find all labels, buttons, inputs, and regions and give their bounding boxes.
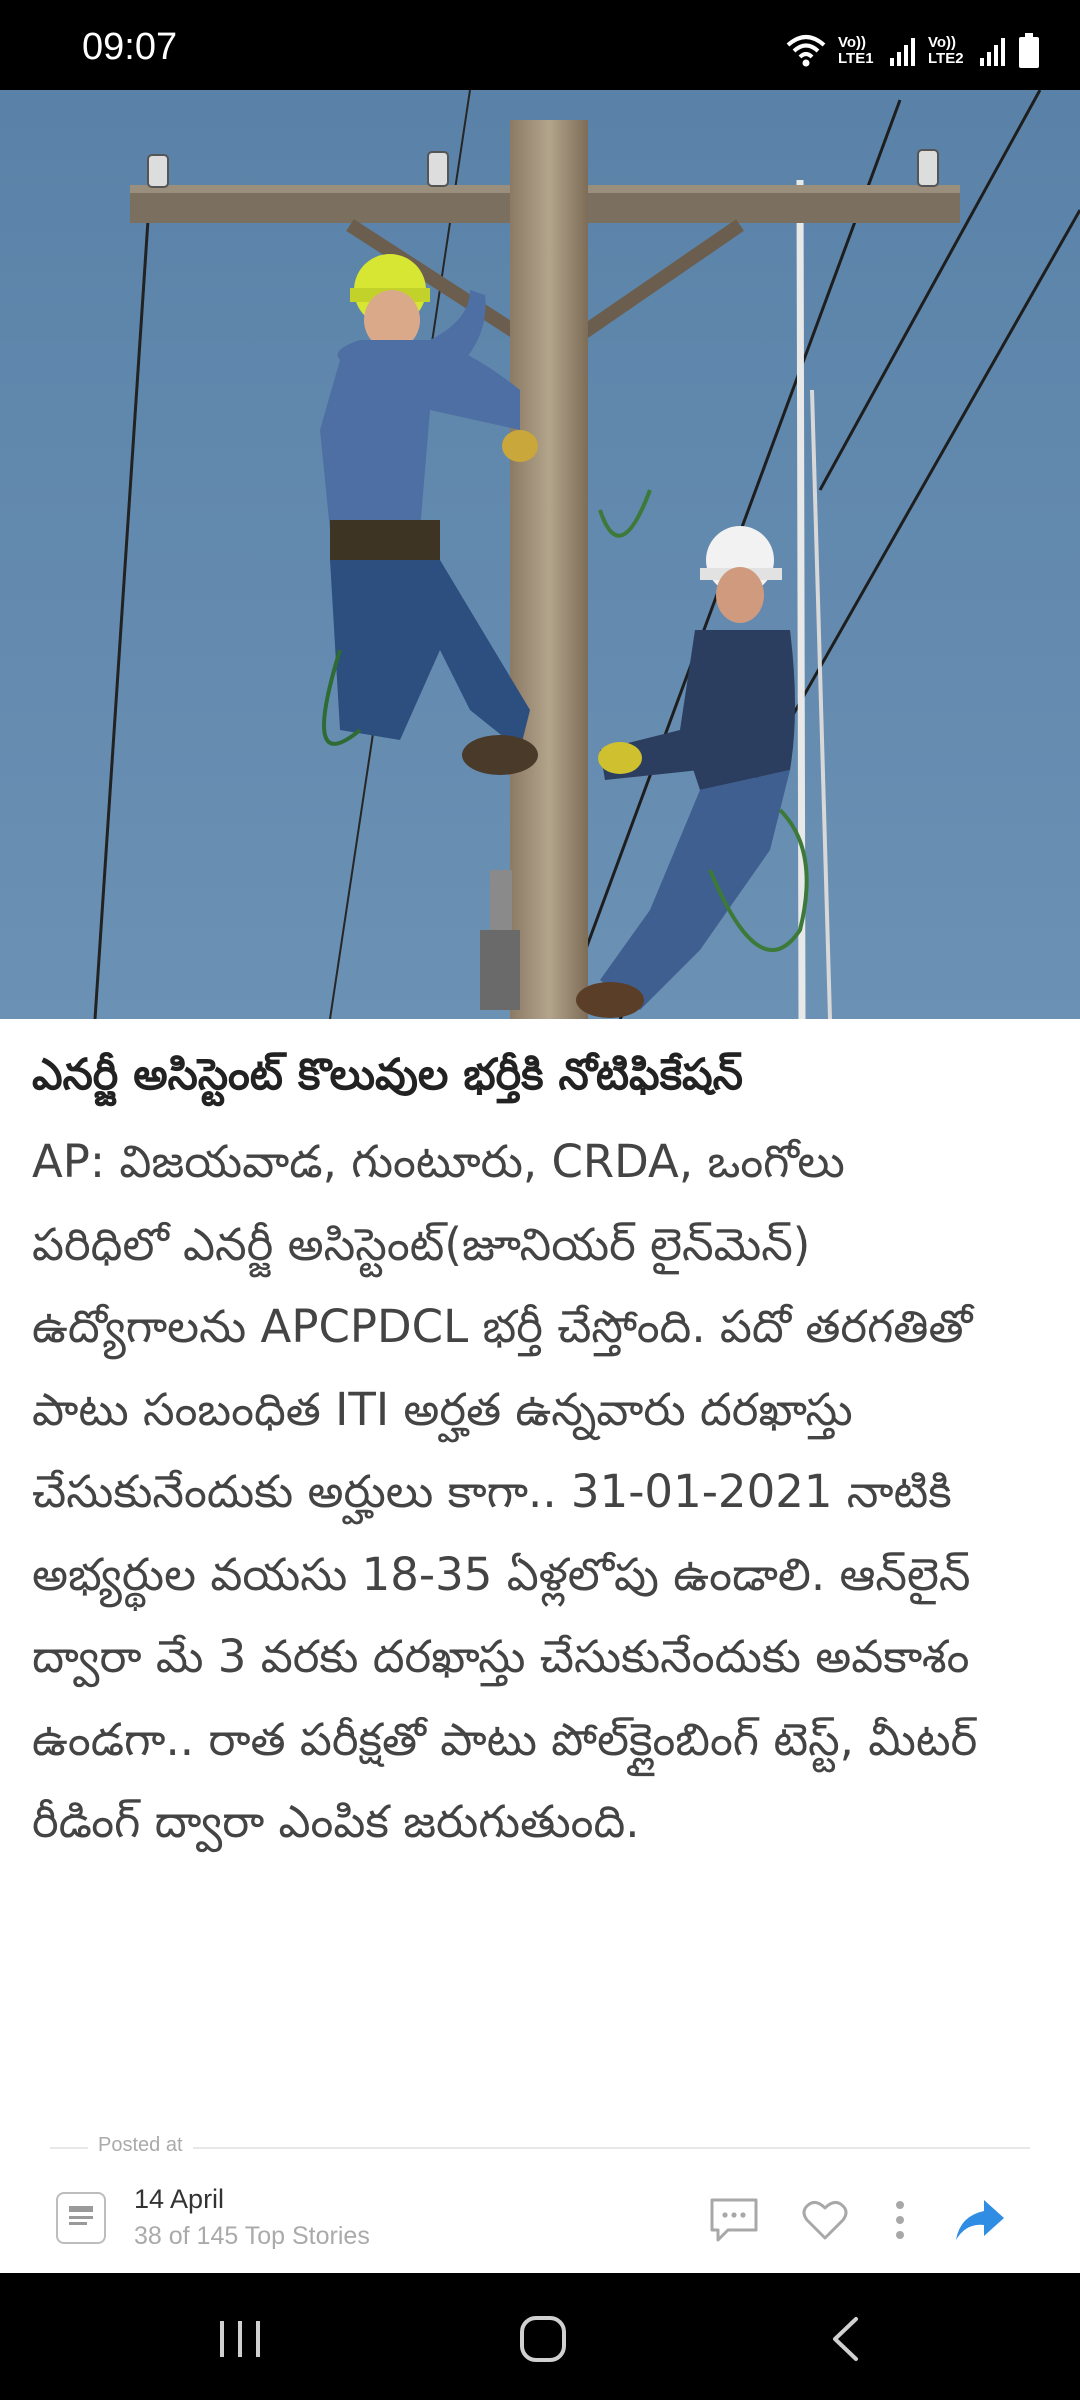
- comment-icon[interactable]: [704, 2190, 764, 2250]
- article-body-line: రీడింగ్ ద్వారా ఎంపిక జరుగుతుంది.: [32, 1795, 640, 1848]
- status-bar: [0, 0, 1080, 90]
- article-body-line: చేసుకునేందుకు అర్హులు కాగా.. 31-01-2021 నాటికి: [32, 1465, 952, 1518]
- article-footer: [0, 2170, 1080, 2270]
- article-body-line: పాటు సంబంధిత ITI అర్హత ఉన్నవారు దరఖాస్తు: [32, 1382, 853, 1436]
- article-body-line: AP: విజయవాడ, గుంటూరు, CRDA, ఒంగోలు: [32, 1135, 845, 1188]
- wifi-icon: [786, 33, 826, 69]
- signal-icon: [890, 36, 916, 66]
- posted-divider: [50, 2147, 1030, 2149]
- hero-image: [0, 90, 1080, 1019]
- article-body: [32, 1121, 1052, 1864]
- signal-icon: [980, 36, 1006, 66]
- recent-apps-icon: [217, 2319, 263, 2359]
- article-body-line: ఉద్యోగాలను APCPDCL భర్తీ చేస్తోంది. పదో తరగతితో: [32, 1300, 973, 1353]
- recent-apps-button[interactable]: [200, 2309, 280, 2369]
- home-icon: [519, 2315, 567, 2363]
- sim1-label: Vo)) LTE1: [838, 34, 874, 67]
- posted-label: Posted at: [88, 2134, 193, 2157]
- status-time: 09:07: [82, 26, 178, 68]
- status-icons: [786, 30, 1040, 72]
- back-button[interactable]: [805, 2309, 885, 2369]
- story-count: 38 of 145 Top Stories: [134, 2222, 370, 2250]
- source-icon[interactable]: [56, 2192, 106, 2244]
- navigation-bar: [0, 2273, 1080, 2400]
- more-vertical-icon[interactable]: [870, 2190, 930, 2250]
- article-body-line: అభ్యర్థుల వయసు 18-35 ఏళ్లలోపు ఉండాలి. ఆన్‌లైన్: [32, 1547, 971, 1601]
- article-body-line: ద్వారా మే 3 వరకు దరఖాస్తు చేసుకునేందుకు అవకాశం: [32, 1630, 970, 1683]
- article-body-line: ఉండగా.. రాత పరీక్షతో పాటు పోల్‌క్లైంబింగ్ టెస్ట్, మీటర్: [32, 1712, 978, 1766]
- home-button[interactable]: [503, 2309, 583, 2369]
- back-icon: [830, 2316, 860, 2362]
- linemen-illustration: [0, 90, 1080, 1019]
- battery-icon: [1018, 33, 1040, 69]
- article-headline: ఎనర్జీ అసిస్టెంట్ కొలువుల భర్తీకి నోటిఫికేషన్: [32, 1050, 743, 1100]
- heart-icon[interactable]: [795, 2190, 855, 2250]
- share-icon[interactable]: [950, 2190, 1010, 2250]
- sim2-label: Vo)) LTE2: [928, 34, 964, 67]
- post-date: 14 April: [134, 2184, 225, 2214]
- article-body-line: పరిధిలో ఎనర్జీ అసిస్టెంట్(జూనియర్ లైన్‌మెన్): [32, 1217, 811, 1271]
